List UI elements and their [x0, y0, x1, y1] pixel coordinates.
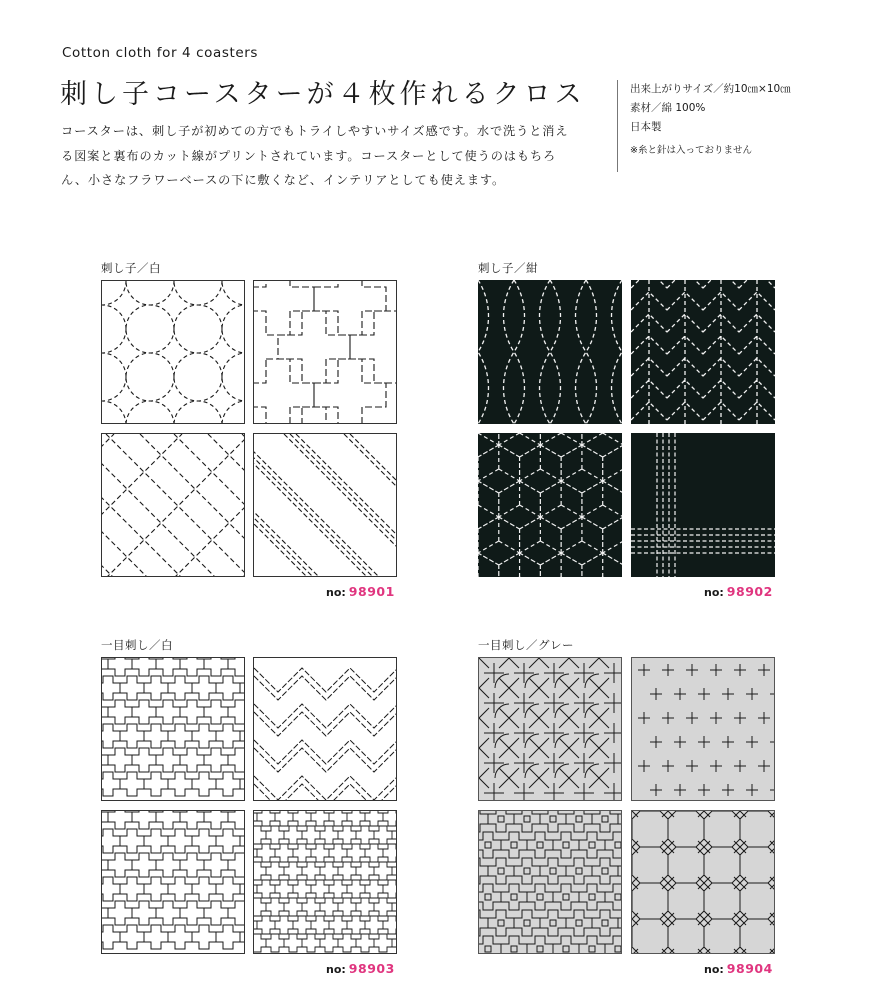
pattern-asanoha-navy — [478, 433, 622, 577]
product-number-98904: no: 98904 — [704, 961, 773, 976]
coaster-tile-squares — [478, 810, 622, 954]
coaster-tile-hanabishi — [101, 280, 245, 424]
pattern-ringplus-gray — [479, 658, 622, 801]
pattern-diagonal-white — [254, 434, 397, 577]
coaster-tile-ring — [478, 657, 622, 801]
pattern-plaid-navy — [631, 433, 775, 577]
pattern-wave-navy — [478, 280, 622, 424]
pattern-crossbox-gray — [479, 811, 622, 954]
product-number-98902: no: 98902 — [704, 584, 773, 599]
coaster-tile-octagon — [631, 810, 775, 954]
pattern-basket-white — [102, 434, 245, 577]
coaster-tile-wave — [478, 280, 622, 424]
page-title: 刺し子コースターが４枚作れるクロス — [60, 79, 586, 110]
product-number-98903: no: 98903 — [326, 961, 395, 976]
product-number-98901: no: 98901 — [326, 584, 395, 599]
group-label-98902: 刺し子／紺 — [478, 261, 538, 275]
spec-note: ※糸と針は入っておりません — [630, 145, 752, 156]
group-label-98901: 刺し子／白 — [101, 261, 161, 275]
coaster-tile-jujizashi-2 — [101, 810, 245, 954]
spec-size: 出来上がりサイズ／約10㎝×10㎝ — [630, 83, 791, 95]
description: コースターは、刺し子が初めての方でもトライしやすいサイズ感です。水で洗うと消える図案と裏布のカット線がプリントされています。コースターとして使うのはもちろん、小さなフラワーベースの下に敷くなど、インテリアとしても使えます。 — [61, 124, 569, 187]
pattern-zigzag-white — [254, 658, 397, 801]
coaster-tile-jujizashi — [101, 657, 245, 801]
coaster-tile-diagonal — [253, 433, 397, 577]
coaster-tile-plus — [631, 657, 775, 801]
pattern-dense-cross-white — [254, 811, 397, 954]
group-label-98903: 一目刺し／白 — [101, 638, 173, 652]
subtitle: Cotton cloth for 4 coasters — [62, 45, 259, 61]
pattern-crosses-white — [254, 281, 397, 424]
coaster-tile-kakurezashi — [631, 433, 775, 577]
spec-material: 素材／綿 100% — [630, 102, 706, 114]
group-label-98904: 一目刺し／グレー — [478, 638, 574, 652]
pattern-chevron-navy — [631, 280, 775, 424]
pattern-plusgrid-gray — [632, 658, 775, 801]
coaster-tile-kakinohanazashi — [253, 810, 397, 954]
specs-box — [617, 80, 791, 172]
coaster-tile-asanoha — [478, 433, 622, 577]
spec-origin: 日本製 — [630, 121, 662, 133]
pattern-smallcross-white-2 — [102, 811, 245, 954]
coaster-tile-yamagata — [253, 657, 397, 801]
pattern-octagon-gray — [632, 811, 775, 954]
pattern-circles-white — [102, 281, 245, 424]
coaster-tile-amijiro — [101, 433, 245, 577]
coaster-tile-chevron — [631, 280, 775, 424]
coaster-tile-jujitsunagi — [253, 280, 397, 424]
pattern-smallcross-white — [102, 658, 245, 801]
